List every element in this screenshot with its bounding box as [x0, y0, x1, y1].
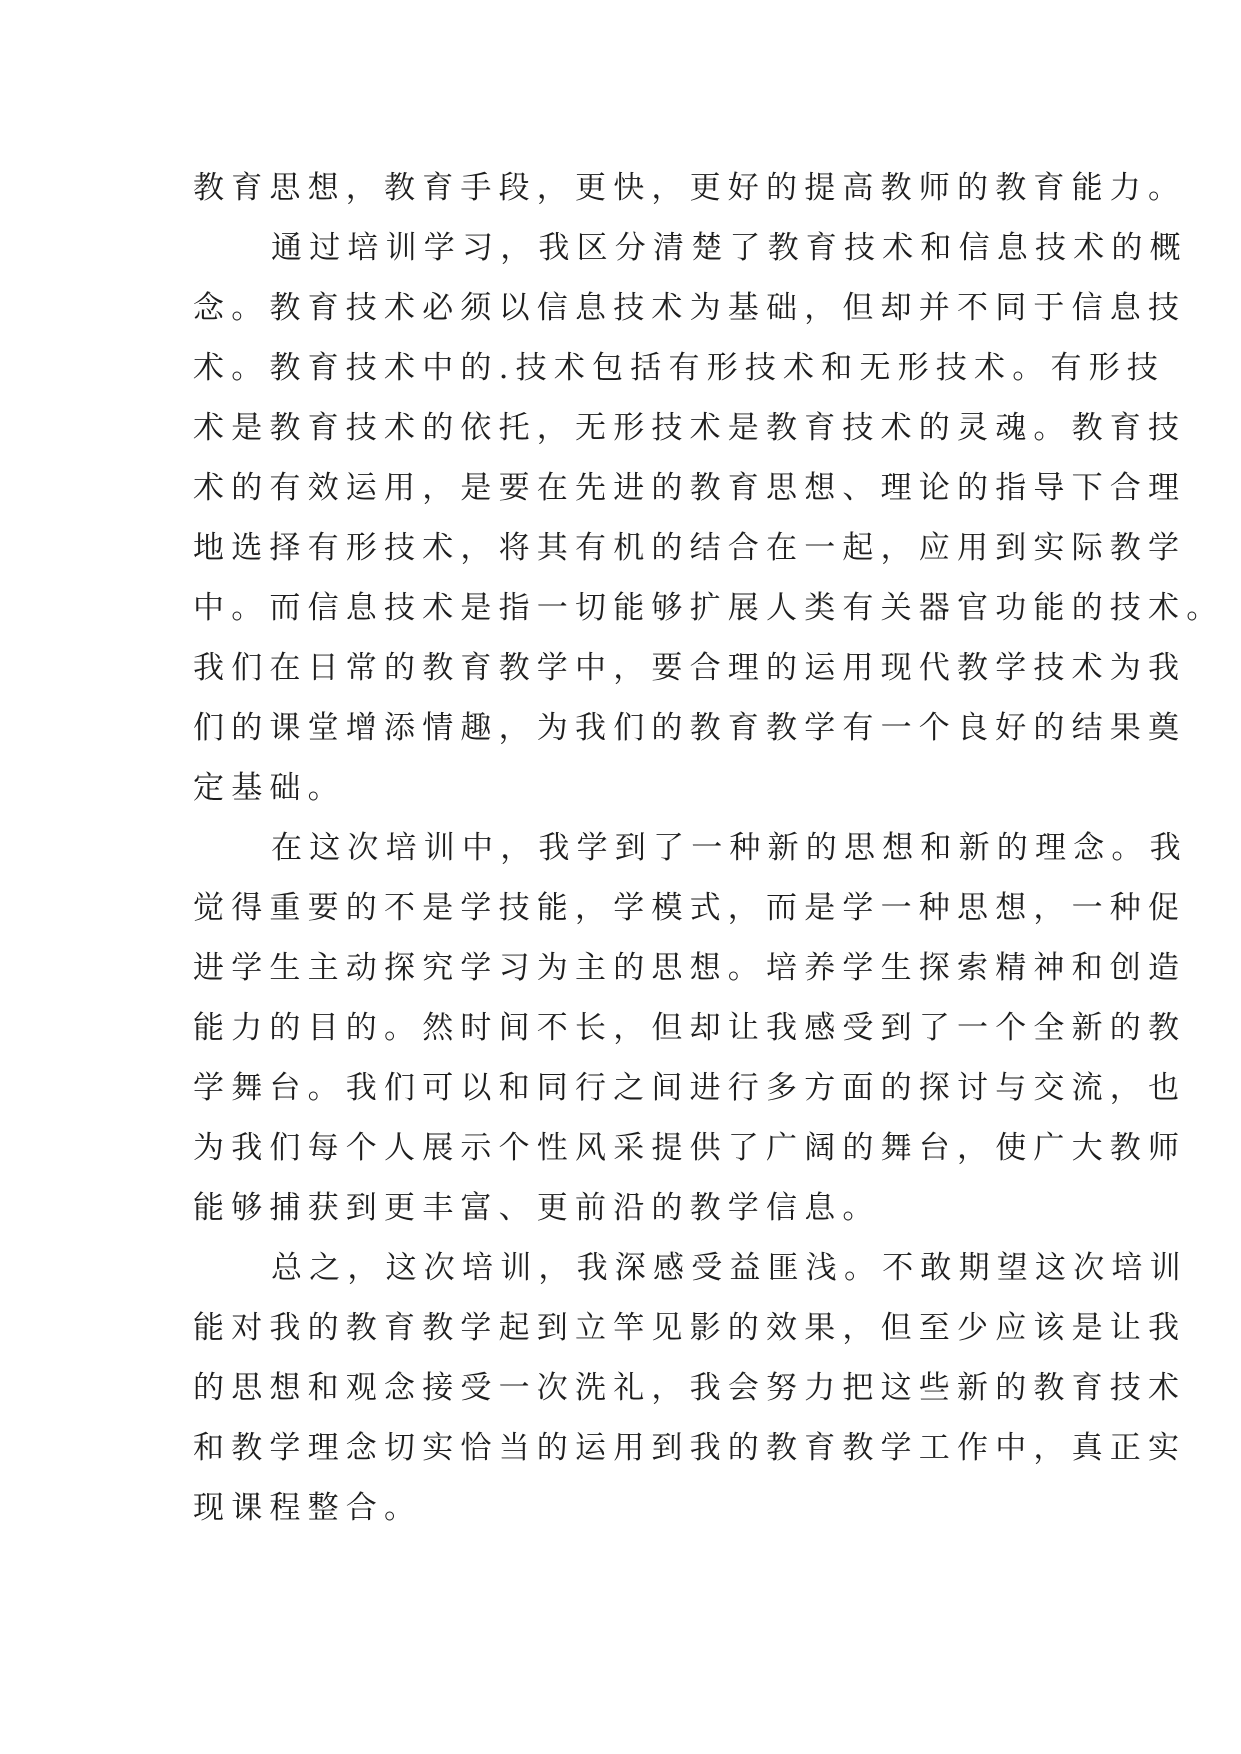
text-line: 为我们每个人展示个性风采提供了广阔的舞台，使广大教师 [193, 1130, 1187, 1166]
text-line: 能力的目的。然时间不长，但却让我感受到了一个全新的教 [193, 1010, 1187, 1046]
text-line: 地选择有形技术，将其有机的结合在一起，应用到实际教学 [193, 530, 1187, 566]
text-line: 的思想和观念接受一次洗礼，我会努力把这些新的教育技术 [193, 1370, 1187, 1406]
text-line: 定基础。 [193, 770, 346, 806]
text-line: 术。教育技术中的.技术包括有形技术和无形技术。有形技 [193, 350, 1166, 386]
text-line: 和教学理念切实恰当的运用到我的教育教学工作中，真正实 [193, 1430, 1187, 1466]
text-line: 们的课堂增添情趣，为我们的教育教学有一个良好的结果奠 [193, 710, 1187, 746]
text-line: 念。教育技术必须以信息技术为基础，但却并不同于信息技 [193, 290, 1187, 326]
text-line: 教育思想，教育手段，更快，更好的提高教师的教育能力。 [193, 170, 1187, 206]
text-line: 觉得重要的不是学技能，学模式，而是学一种思想，一种促 [193, 890, 1187, 926]
text-line: 现课程整合。 [193, 1490, 423, 1526]
text-line: 能够捕获到更丰富、更前沿的教学信息。 [193, 1190, 881, 1226]
text-line: 术的有效运用，是要在先进的教育思想、理论的指导下合理 [193, 470, 1187, 506]
text-line: 我们在日常的教育教学中，要合理的运用现代教学技术为我 [193, 650, 1187, 686]
text-line: 进学生主动探究学习为主的思想。培养学生探索精神和创造 [193, 950, 1187, 986]
text-line: 中。而信息技术是指一切能够扩展人类有关器官功能的技术。 [193, 590, 1225, 626]
paragraph-first-line: 通过培训学习，我区分清楚了教育技术和信息技术的概 [271, 230, 1188, 266]
text-line: 学舞台。我们可以和同行之间进行多方面的探讨与交流，也 [193, 1070, 1187, 1106]
document-body [193, 158, 1225, 1538]
paragraph-first-line: 总之，这次培训，我深感受益匪浅。不敢期望这次培训 [271, 1250, 1188, 1286]
text-line: 术是教育技术的依托，无形技术是教育技术的灵魂。教育技 [193, 410, 1187, 446]
paragraph-first-line: 在这次培训中，我学到了一种新的思想和新的理念。我 [271, 830, 1188, 866]
text-line: 能对我的教育教学起到立竿见影的效果，但至少应该是让我 [193, 1310, 1187, 1346]
